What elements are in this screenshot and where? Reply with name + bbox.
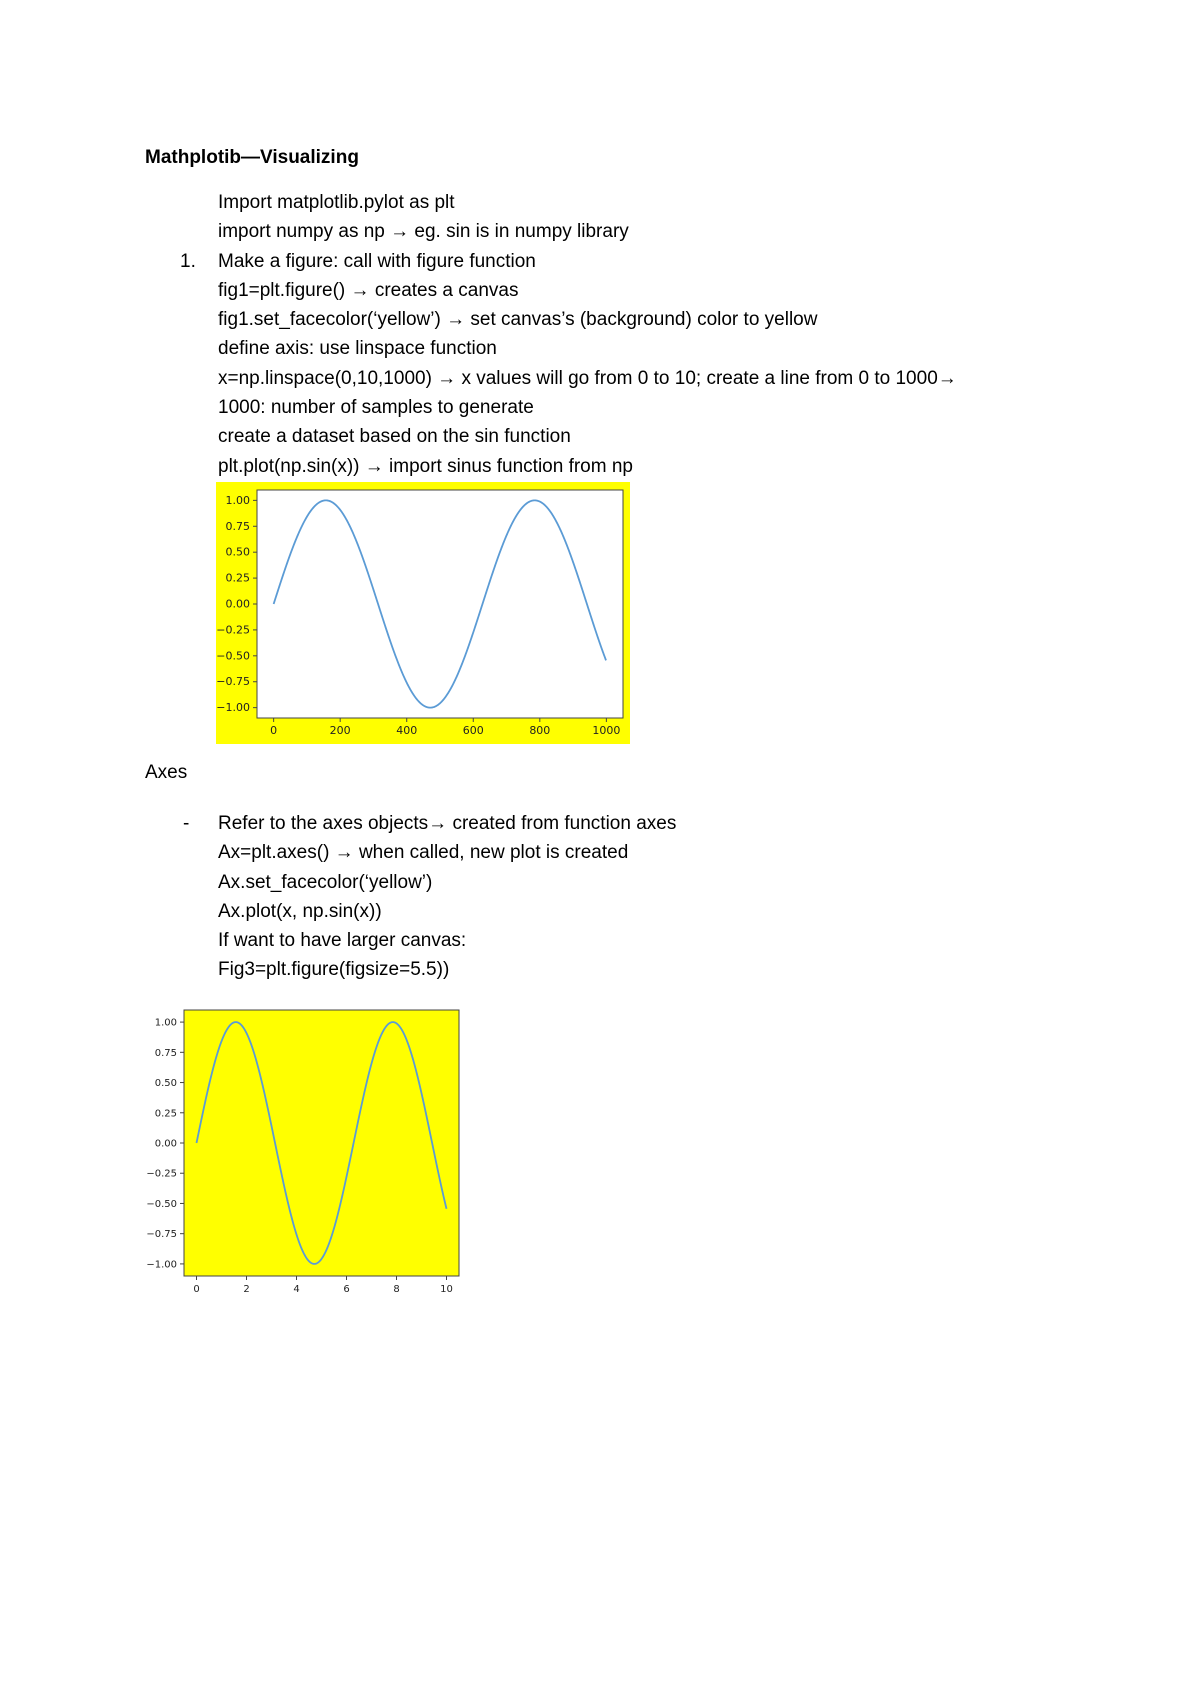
text-line: Import matplotlib.pylot as plt [218,192,455,213]
x-tick-label: 4 [293,1284,300,1295]
text-line: create a dataset based on the sin function [218,426,571,448]
text-line: x=np.linspace(0,10,1000) → x values will go from 0 to 10; create a line from 0 to 1000→ [218,367,957,389]
text-line: fig1.set_facecolor(‘yellow’) → set canvas’s (background) color to yellow [218,309,818,331]
list-item [180,247,957,276]
y-tick-label: 1.00 [225,493,250,507]
x-tick-label: 400 [396,724,418,737]
text-line: plt.plot(np.sin(x)) → import sinus function from np [218,455,633,477]
x-tick-label: 800 [529,724,551,737]
y-tick-label: 0.00 [154,1138,177,1150]
axes-area [257,490,623,718]
x-tick-label: 8 [393,1284,400,1295]
text-line: import numpy as np → eg. sin is in numpy library [218,221,629,243]
text-line: Ax.set_facecolor(‘yellow’) [218,871,433,893]
y-tick-label: −0.50 [216,649,250,663]
sine-chart-yellow-figure [216,482,630,744]
y-tick-label: −0.25 [216,623,250,637]
text-line: Make a figure: call with figure function [218,250,536,272]
y-tick-label: 1.00 [154,1017,177,1029]
y-tick-label: 0.50 [225,545,250,559]
y-tick-label: 0.75 [225,519,250,533]
text-line: If want to have larger canvas: [218,930,467,952]
x-tick-label: 0 [270,724,278,737]
text-line: Ax.plot(x, np.sin(x)) [218,900,382,922]
x-tick-label: 200 [329,724,351,737]
list-number: 1. [180,250,196,272]
text-line: Fig3=plt.figure(figsize=5.5)) [218,959,450,981]
x-tick-label: 10 [440,1284,453,1295]
sine-chart-yellow-axes [140,1000,465,1300]
y-tick-label: 0.00 [225,597,250,611]
list-item [183,809,677,838]
x-tick-label: 0 [193,1284,200,1295]
y-tick-label: 0.25 [154,1108,177,1120]
text-line: fig1=plt.figure() → creates a canvas [218,279,519,301]
page-title: Mathplotib—Visualizing [145,147,359,168]
y-tick-label: −0.25 [146,1168,177,1180]
section-matplotlib-intro [180,188,957,481]
y-tick-label: −0.75 [146,1229,177,1241]
y-tick-label: −0.50 [146,1198,177,1210]
y-tick-label: 0.25 [225,571,250,585]
axes-area [184,1010,459,1276]
text-line: 1000: number of samples to generate [218,397,534,419]
x-tick-label: 6 [343,1284,350,1295]
section-heading-axes: Axes [145,762,188,783]
y-tick-label: −0.75 [216,675,250,689]
text-line: define axis: use linspace function [218,338,497,360]
x-tick-label: 1000 [592,724,621,737]
x-tick-label: 2 [243,1284,250,1295]
y-tick-label: 0.50 [154,1078,177,1090]
y-tick-label: 0.75 [154,1047,177,1059]
y-tick-label: −1.00 [146,1259,177,1271]
bullet-dash: - [183,813,190,834]
x-tick-label: 600 [462,724,484,737]
section-axes [183,809,677,985]
text-line: Refer to the axes objects→ created from function axes [218,813,677,834]
text-line: Ax=plt.axes() → when called, new plot is created [218,842,629,864]
y-tick-label: −1.00 [216,701,250,715]
